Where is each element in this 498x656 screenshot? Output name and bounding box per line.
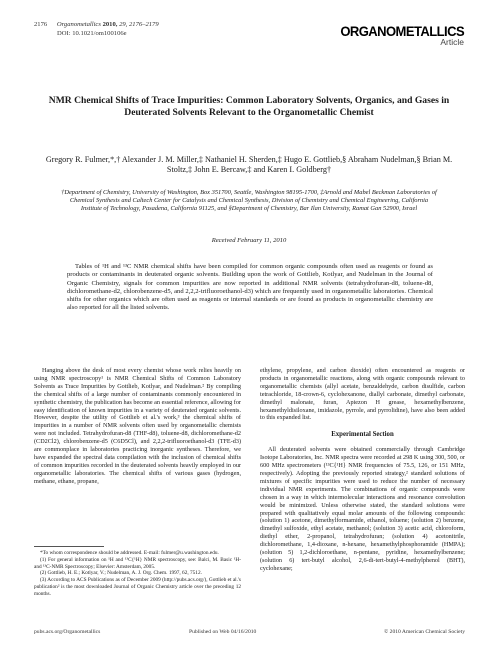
intro-paragraph: Hanging above the desk of most every chemist whose work relies heavily on using NMR spectroscopy¹ is NMR Chemical Shifts of Common Laboratory Solvents as Trace Impurities by Gottlieb, Kotlyar, and Nudelman.² By compiling the chemical shifts of a large number of contaminants commonly encountered in synthetic chemistry, the publication has become an essential reference, allowing for easy identification of known impurities in a variety of deuterated organic solvents. However, despite the utility of Gottlieb et al.'s work,³ the chemical shifts of impurities in a number of NMR solvents often used by organometallic chemists were not included. Tetrahydrofuran-d8 (THF-d8), toluene-d8, dichloromethane-d2 (CD2Cl2), chlorobenzene-d5 (C6D5Cl), and 2,2,2-trifluoroethanol-d3 (TFE-d3) are commonplace in laboratories practicing inorganic syntheses. Therefore, we have expanded the spectral data compilation with the inclusion of chemical shifts of common impurities recorded in the deuterated solvents heavily employed in our organometallic laboratories. The chemical shifts of various gases (hydrogen, methane, ethane, propane, — [34, 367, 241, 485]
footer-copyright: © 2010 American Chemical Society — [384, 629, 465, 635]
page-number: 2176 — [34, 21, 48, 28]
footnote-3: (3) According to ACS Publications as of December 2009 (http://pubs.acs.org/), Gottlieb et al.'s publication² is the most downloaded Journal of Organic Chemistry article over the preceding 12 months. — [34, 577, 241, 597]
footnote-correspondence: *To whom correspondence should be addressed. E-mail: fulmer@u.washington.edu. — [40, 550, 219, 556]
intro-continuation: ethylene, propylene, and carbon dioxide) often encountered as reagents or products in organometallic reactions, along with organic compounds relevant to organometallic chemists (allyl acetate, benzaldehyde, carbon disulfide, carbon tetrachloride, 18-crown-6, cyclohexanone, diallyl carbonate, dimethyl carbonate, dimethyl malonate, furan, Apiezon H grease, hexamethylbenzene, hexamethyldisiloxane, imidazole, pyrrole, and pyrrolidine), have also been added to this expanded list. — [260, 367, 465, 422]
article-title: NMR Chemical Shifts of Trace Impurities: Common Laboratory Solvents, Organics, and Gases in Deuterated Solvents Relevant to the Organometallic Chemist — [48, 95, 450, 118]
footnotes — [34, 550, 241, 598]
doi[interactable]: DOI: 10.1021/om100106e — [57, 30, 127, 37]
journal-year: 2010, — [102, 21, 118, 28]
journal-name: Organometallics — [56, 21, 101, 28]
journal-logo — [331, 24, 464, 47]
experimental-paragraph: All deuterated solvents were obtained commercially through Cambridge Isotope Laboratories, Inc. NMR spectra were recorded at 298 K using 300, 500, or 600 MHz spectrometers (¹³C{¹H} NMR frequencies of 75.5, 126, or 151 MHz, respectively). Adopting the previously reported strategy,² standard solutions of mixtures of specific impurities were used to reduce the number of necessary individual NMR experiments. The combinations of organic compounds were chosen in a way in which intermolecular interactions and resonance convolution would be minimized. Unless otherwise stated, the standard solutions were prepared with qualitatively equal molar amounts of the following compounds: (solution 1) acetone, dimethylformamide, ethanol, toluene; (solution 2) benzene, dimethyl sulfoxide, ethyl acetate, methanol; (solution 3) acetic acid, chloroform, diethyl ether, 2-propanol, tetrahydrofuran; (solution 4) acetonitrile, dichloromethane, 1,4-dioxane, n-hexane, hexamethylphosphoramide (HMPA); (solution 5) 1,2-dichloroethane, n-pentane, pyridine, hexamethylbenzene; (solution 6) tert-butyl alcohol, 2,6-di-tert-butyl-4-methylphenol (BHT), cyclohexane; — [260, 446, 465, 572]
volume-pages: 29, 2176–2179 — [119, 21, 159, 28]
journal-logo-text: ORGANOMETALLICS — [340, 23, 464, 39]
footnote-2: (2) Gottlieb, H. E.; Kotlyar, V.; Nudelman, A. J. Org. Chem. 1997, 62, 7512. — [40, 570, 202, 577]
footnote-1: (1) For general information on ¹H and ¹³C{¹H} NMR spectroscopy, see: Balci, M. Basic ¹H- and ¹³C-NMR Spectroscopy; Elsevier: Amsterdam, 2005. — [34, 556, 241, 570]
section-heading: Experimental Section — [331, 431, 394, 439]
affiliations: †Department of Chemistry, University of Washington, Box 351700, Seattle, Washington 98195-1700, ‡Arnold and Mabel Beckman Laboratories of Chemical Synthesis and Caltech Center for Catalysis and Chemical Synthesis, Division of Chemistry and Chemical Engineering, California Institute of Technology, Pasadena, California 91125, and §Department of Chemistry, Bar Ilan University, Ramat Gan 52900, Israel — [61, 189, 437, 213]
running-header — [34, 20, 159, 38]
received-date: Received February 11, 2010 — [211, 237, 287, 244]
article-type-label: Article — [440, 37, 464, 47]
footnote-divider — [34, 546, 104, 547]
author-list: Gregory R. Fulmer,*,† Alexander J. M. Miller,‡ Nathaniel H. Sherden,‡ Hugo E. Gottlieb,§ Abraham Nudelman,§ Brian M. Stoltz,‡ John E. Bercaw,‡ and Karen I. Goldberg† — [45, 155, 453, 175]
right-column — [260, 367, 465, 573]
abstract: Tables of ¹H and ¹³C NMR chemical shifts have been compiled for common organic compounds often used as reagents or found as products or contaminants in deuterated organic solvents. Building upon the work of Gottlieb, Kotlyar, and Nudelman in the Journal of Organic Chemistry, signals for common impurities are now reported in additional NMR solvents (tetrahydrofuran-d8, toluene-d8, dichloromethane-d2, chlorobenzene-d5, and 2,2,2-trifluoroethanol-d3) which are frequently used in organometallic laboratories. Chemical shifts for other organics which are often used as reagents or internal standards or are found as products in organometallic chemistry are also reported for all the listed solvents. — [67, 263, 433, 312]
footer-published: Published on Web 04/16/2010 — [189, 629, 257, 635]
left-column — [34, 367, 241, 486]
footer-url[interactable]: pubs.acs.org/Organometallics — [34, 629, 101, 635]
